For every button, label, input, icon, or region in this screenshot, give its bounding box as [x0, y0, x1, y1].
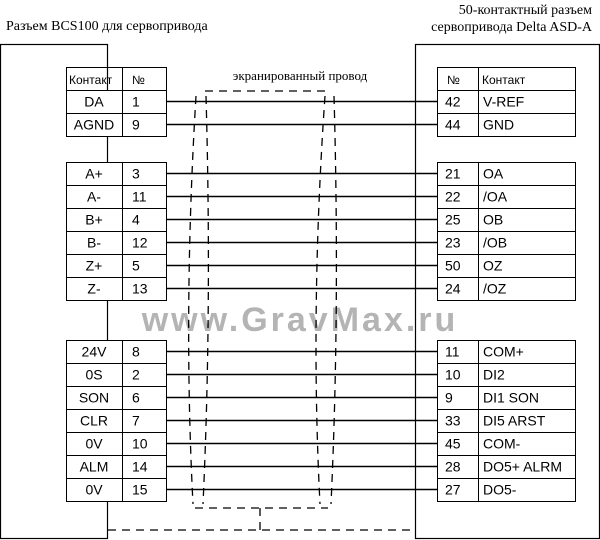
pin-row	[67, 90, 576, 114]
right-contact: V-REF	[483, 93, 525, 110]
left-pin-number: 2	[132, 366, 140, 383]
left-pin-number: 15	[132, 481, 148, 498]
left-contact: 0S	[85, 366, 103, 383]
left-pin-number: 8	[132, 343, 140, 360]
right-contact: DI5 ARST	[483, 412, 546, 429]
pin-row	[67, 340, 576, 364]
left-pin-number: 7	[132, 412, 140, 429]
right-contact: DI2	[483, 366, 505, 383]
pin-row	[67, 409, 576, 433]
right-contact: OZ	[483, 257, 503, 274]
left-pin-number: 10	[132, 435, 148, 452]
right-pin-number: 10	[445, 366, 461, 383]
right-pin-number: 11	[445, 343, 460, 360]
left-pin-number: 9	[132, 116, 140, 133]
right-contact: COM+	[483, 343, 524, 360]
left-contact: DA	[84, 93, 104, 110]
pin-row	[67, 277, 576, 301]
cable-label: экранированный провод	[232, 68, 368, 83]
right-pin-number: 50	[445, 257, 461, 274]
left-contact: CLR	[79, 412, 109, 429]
right-contact: DO5-	[483, 481, 517, 498]
right-contact: /OA	[483, 188, 508, 205]
right-pin-number: 33	[445, 412, 461, 429]
right-pin-number: 21	[445, 165, 461, 182]
watermark: www.GravMax.ru	[141, 301, 459, 339]
pin-row	[67, 455, 576, 479]
left-pin-number: 3	[132, 165, 140, 182]
left-pin-number: 11	[132, 188, 147, 205]
left-contact: B+	[85, 211, 103, 228]
left-header-contact: Контакт	[69, 73, 113, 87]
pin-row	[67, 208, 576, 232]
pin-row	[67, 254, 576, 278]
pin-row	[67, 162, 576, 186]
left-contact: 0V	[85, 481, 103, 498]
right-header-num: №	[447, 73, 460, 87]
right-pin-number: 9	[445, 389, 453, 406]
pin-row	[67, 432, 576, 456]
left-pin-cell	[67, 255, 167, 278]
right-contact: /OB	[483, 234, 508, 251]
right-pin-number: 25	[445, 211, 461, 228]
right-contact: GND	[483, 116, 515, 133]
left-contact: A+	[85, 165, 103, 182]
right-contact: OA	[483, 165, 504, 182]
pin-row	[67, 185, 576, 209]
left-contact: 0V	[85, 435, 103, 452]
right-connector-title-1: 50-контактный разъем	[458, 3, 592, 18]
left-header-num: №	[132, 73, 145, 87]
left-contact: AGND	[73, 116, 115, 133]
left-contact: SON	[78, 389, 110, 406]
right-contact: OB	[483, 211, 504, 228]
left-pin-cell	[67, 232, 167, 255]
pin-row	[67, 386, 576, 410]
right-pin-number: 23	[445, 234, 461, 251]
left-pin-number: 4	[132, 211, 140, 228]
left-pin-cell	[67, 433, 167, 456]
right-pin-number: 22	[445, 188, 461, 205]
right-pin-number: 28	[445, 458, 461, 475]
left-pin-number: 5	[132, 257, 140, 274]
right-header-contact: Контакт	[482, 73, 526, 87]
left-pin-number: 13	[132, 280, 148, 297]
right-connector-title-2: сервопривода Delta ASD-A	[431, 20, 592, 35]
left-pin-number: 14	[132, 458, 148, 475]
left-contact: Z-	[87, 280, 101, 297]
left-contact: Z+	[85, 257, 103, 274]
left-pin-cell	[67, 479, 167, 502]
left-pin-cell	[67, 278, 167, 301]
pin-row	[67, 363, 576, 387]
left-connector-title: Разъем BCS100 для сервопривода	[6, 19, 208, 34]
left-contact: B-	[87, 234, 101, 251]
right-contact: COM-	[483, 435, 521, 452]
right-contact: DO5+ ALRM	[483, 458, 562, 475]
left-pin-number: 12	[132, 234, 148, 251]
right-contact: /OZ	[483, 280, 507, 297]
right-pin-number: 24	[445, 280, 461, 297]
right-pin-number: 42	[445, 93, 461, 110]
right-contact: DI1 SON	[483, 389, 540, 406]
pin-row	[67, 113, 576, 137]
left-pin-cell	[67, 364, 167, 387]
pin-row	[67, 478, 576, 502]
left-pin-cell	[67, 186, 167, 209]
left-pin-cell	[67, 91, 167, 114]
left-pin-number: 6	[132, 389, 140, 406]
right-pin-number: 44	[445, 116, 461, 133]
left-contact: ALM	[79, 458, 109, 475]
left-contact: A-	[87, 188, 101, 205]
left-pin-number: 1	[132, 93, 140, 110]
right-pin-number: 27	[445, 481, 461, 498]
left-contact: 24V	[81, 343, 107, 360]
left-pin-cell	[67, 209, 167, 232]
pin-row	[67, 231, 576, 255]
right-pin-number: 45	[445, 435, 461, 452]
left-pin-cell	[67, 163, 167, 186]
